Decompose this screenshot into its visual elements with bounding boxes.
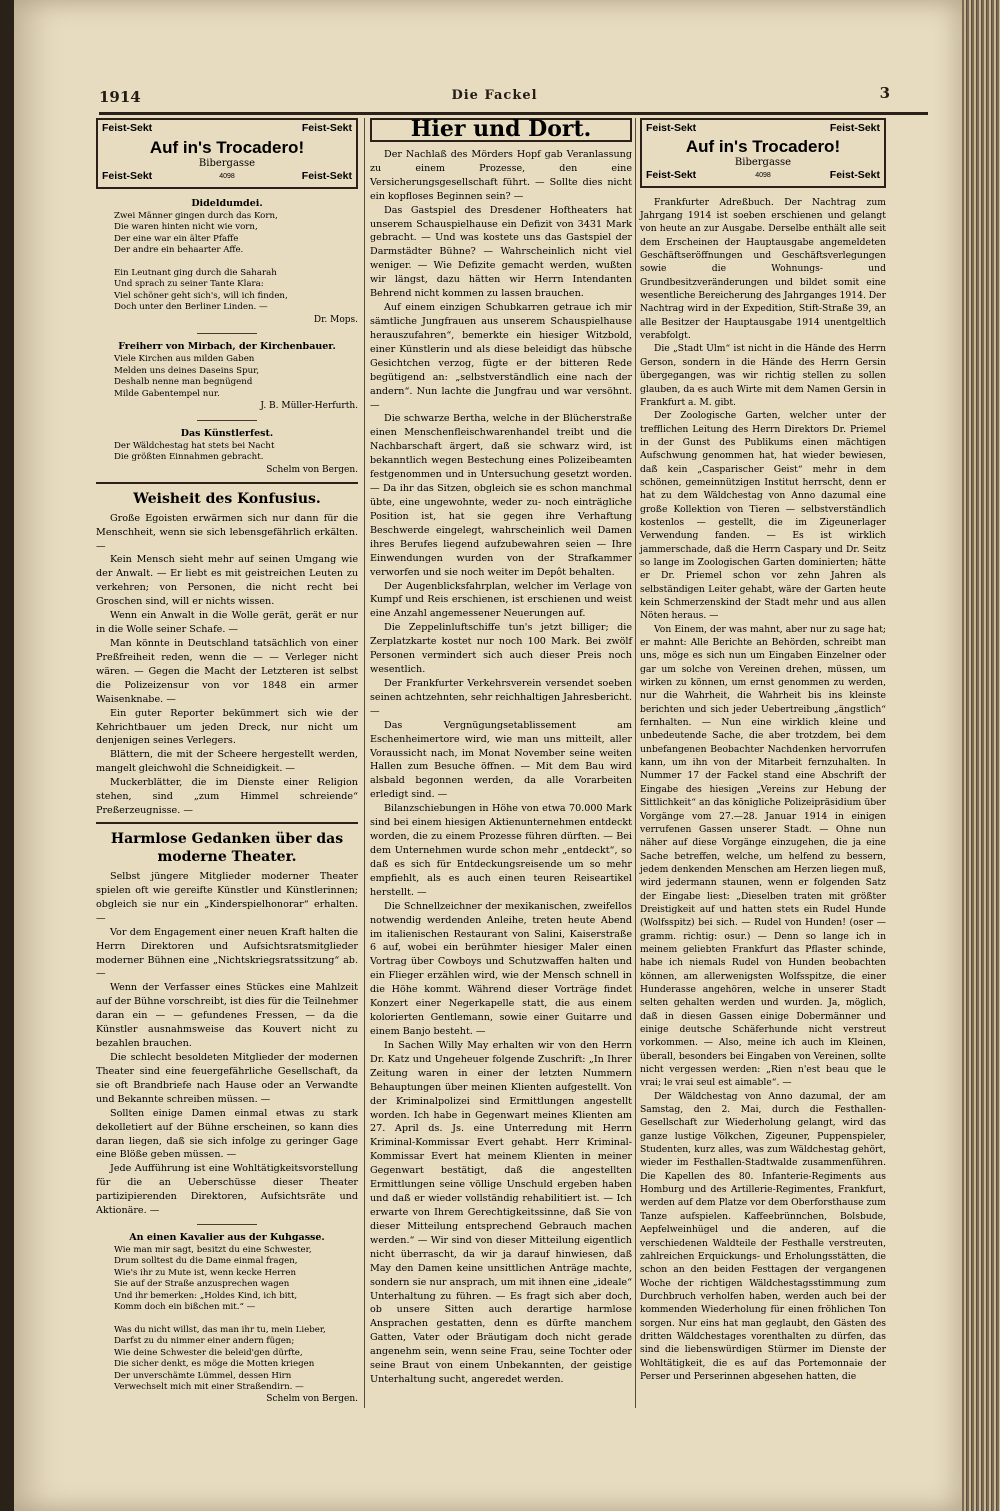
- masthead: Die Fackel: [451, 88, 538, 103]
- poem-line: Viel schöner geht sich's, will ich finden,: [114, 290, 288, 301]
- poem-line: Melden uns deines Daseins Spur,: [114, 365, 260, 376]
- poem-line: Doch unter den Berliner Linden. —: [114, 302, 268, 313]
- poem-line: Der Wäldchestag hat stets bei Nacht: [114, 440, 275, 451]
- paragraph: Wenn ein Anwalt in die Wolle gerät, gerät er nur in die Wolle seiner Schafe. —: [96, 610, 358, 636]
- ad-text: Feist-Sekt: [301, 122, 352, 134]
- poem: [96, 211, 358, 314]
- section-title: Harmlose Gedanken über das moderne Theater.: [110, 830, 344, 865]
- paragraph: Sollten einige Damen einmal etwas zu stark dekolletiert auf der Bühne erscheinen, so kann dies daran liegen, daß sie sich infolge zu geringer Gage eine Blöße geben müssen. —: [96, 1107, 358, 1161]
- poem-line: [114, 1313, 358, 1324]
- paragraph: Große Egoisten erwärmen sich nur dann für die Menschheit, wenn sie sich lebensgefährlich erkälten. —: [96, 512, 358, 552]
- paragraph: Blättern, die mit der Scheere hergestellt werden, mangelt gleichwohl die Schneidigkeit. —: [96, 749, 358, 775]
- poem-title: Freiherr von Mirbach, der Kirchenbauer.: [118, 341, 336, 353]
- poem-line: Der unverschämte Lümmel, dessen Hirn: [114, 1370, 292, 1381]
- column-separator: [364, 118, 365, 1408]
- ad-text: Feist-Sekt: [646, 122, 697, 134]
- poem-line: Der andre ein behaarter Affe.: [114, 245, 244, 256]
- poem-line: Wie deine Schwester die beleid'gen dürfte,: [114, 1347, 303, 1358]
- poem-title: Dideldumdei.: [191, 197, 263, 209]
- paragraph: Muckerblätter, die im Dienste einer Religion stehen, sind „zum Himmel schreiende“ Preßerzeugnisse. —: [96, 777, 358, 817]
- poem-line: Milde Gabentempel nur.: [114, 388, 220, 399]
- paragraph: Der Frankfurter Verkehrsverein versendet soeben seinen achtzehnten, sehr reichhaltigen Jahresbericht. —: [370, 677, 632, 717]
- paragraph: Die schlecht besoldeten Mitglieder der modernen Theater sind eine feuergefährliche Gesellschaft, da sie oft Brandbriefe nach Hause oder an Verwandte und Bekannte schreiben müssen. —: [96, 1051, 358, 1105]
- poem-line: Der eine war ein älter Pfaffe: [114, 233, 239, 244]
- page-number: 3: [879, 84, 890, 102]
- column-separator: [635, 118, 636, 1408]
- paragraph: Der Augenblicksfahrplan, welcher im Verlage von Kumpf und Reis erschienen, ist erschienen und weist eine Anzahl angemessener Neuerungen auf.: [370, 580, 632, 620]
- paragraph: Kein Mensch sieht mehr auf seinen Umgang wie der Anwalt. — Er liebt es mit geistreichen Leuten zu verkehren; von Personen, die nicht recht bei Groschen sind, will er nichts wissen.: [96, 554, 358, 608]
- paragraph: Das Gastspiel des Dresdener Hoftheaters hat unserem Schauspielhause ein Defizit von 3431 Mark gebracht. — Und was kostete uns das Gastspiel der Darmstädter Bühne? — Wahrscheinlich nicht viel weniger. — Wie Defizite gemacht werden, wußten wir längst, dazu hätten wir Herrn Intendanten Behrend nicht kommen zu lassen brauchen.: [370, 204, 632, 300]
- paragraph: Wenn der Verfasser eines Stückes eine Mahlzeit auf der Bühne vorschreibt, ist dies für die Teilnehmer daran ein — — gefundenes Fressen, — da die Künstler ausnahmsweise das Kouvert nicht zu bezahlen brauchen.: [96, 982, 358, 1050]
- paragraph: Bilanzschiebungen in Höhe von etwa 70.000 Mark sind bei einem hiesigen Aktienunternehmen entdeckt worden, die zu einem Prozesse führen dürften. — Bei dem Unternehmen wurde schon mehr „entdeckt“, so daß es sich für Entdeckungsreisende um so mehr empfiehlt, als es auch einen teuren Reiseartikel herstellt. —: [370, 803, 632, 898]
- ad-text: Feist-Sekt: [829, 169, 880, 182]
- section-title: Weisheit des Konfusius.: [133, 490, 321, 507]
- column-3: [640, 118, 886, 1383]
- poem: [96, 441, 358, 464]
- header-rule: [99, 112, 928, 115]
- ad-headline: Auf in's Trocadero!: [149, 137, 305, 157]
- poem-line: Komm doch ein bißchen mit.“ —: [114, 1302, 256, 1313]
- paragraph: Die „Stadt Ulm“ ist nicht in die Hände des Herrn Gerson, sondern in die Hände des Herrn Gersin übergegangen, was wir richtig stellen zu sollen glauben, da es auch Wirte mit dem Namen Gersin in Frankfurt a. M. gibt.: [640, 343, 886, 408]
- ad-text: Feist-Sekt: [102, 169, 153, 182]
- ad-number: 4098: [755, 172, 771, 180]
- divider: [96, 822, 358, 824]
- poem-line: Ein Leutnant ging durch die Saharah: [114, 267, 277, 278]
- paragraph: Der Wäldchestag von Anno dazumal, der am Samstag, den 2. Mai, durch die Festhallen-Gesellschaft zur Wiederholung gelangt, wird das ganze lustige Völkchen, Zigeuner, Puppenspieler, Studenten, kurz alles, was zum Wäldchestag gehört, wieder im Festhallen-Stadtwalde zusammenführen. Die Kapellen des 80. Infanterie-Regiments aus Homburg und des Artillerie-Regimentes, Frankfurt, werden auf dem Platze vor dem Oberforsthause zum Tanze aufspielen. Kaffeebrünnchen, Bolsbude, Aepfelweinhügel und die anderen, auf die verschiedenen Waldteile der Festhalle verstreuten, zahlreichen Erquickungs- und Erholungsstätten, die schon an den beiden Festtagen der vergangenen Woche der richtigen Wäldchestagsstimmung zum Durchbruch verholfen haben, werden auch bei der kommenden Wiederholung für einen fröhlichen Ton sorgen. Nur eins hat man geglaubt, den Gästen des dritten Wäldchestages vorenthalten zu dürfen, das sind die liebenswürdigen Stürmer im Dienste der Wohltätigkeit, die es auf das Portemonnaie der Perser und Perserinnen abgesehen hatten, die: [640, 1090, 886, 1382]
- section-body: [96, 512, 358, 818]
- paragraph: Frankfurter Adreßbuch. Der Nachtrag zum Jahrgang 1914 ist soeben erschienen und gelangt von heute an zur Ausgabe. Derselbe enthält alle seit dem Erscheinen der Hauptausgabe angemeldeten Geschäftseröffnungen und Geschäftsverlegungen sowie die Wohnungs- und Grundbesitzveränderungen und bildet somit eine wesentliche Bereicherung des Jahrganges 1914. Der Nachtrag wird in der Expedition, Stift-Straße 39, an alle Besitzer der Hauptausgabe 1914 unentgeltlich verabfolgt.: [640, 196, 886, 342]
- section-body: [640, 196, 886, 1384]
- paragraph: Das Vergnügungsetablissement am Eschenheimertore wird, wie man uns mitteilt, aller Voraussicht nach, im Monat November seine weiten Hallen zum Besuche öffnen. — Mit dem Bau wird alsbald begonnen werden, da alle Vorarbeiten erledigt sind. —: [370, 719, 632, 801]
- paragraph: Die schwarze Bertha, welche in der Blücherstraße einen Menschenfleischwarenhandel treibt und die Nachbarschaft ärgert, daß sie schwarz wird, ist bekanntlich wegen Bestechung eines Polizeibeamten festgenommen und in Untersuchung gesetzt worden. — Da ihr das Sitzen, obgleich sie es schon manchmal übte, eine ungewohnte, weder zu- noch einträgliche Position ist, hat sie gegen ihre Verhaftung Beschwerde eingelegt, wahrscheinlich weil Damen ihres Berufes liegend aufzubewahren seien — Ihre Einwendungen wurden von der Strafkammer verworfen und sie noch weiter im Depôt behalten.: [370, 413, 632, 578]
- poem-line: Wie man mir sagt, besitzt du eine Schwester,: [114, 1244, 312, 1255]
- book-spine: [0, 0, 14, 1511]
- poem-line: Wie's ihr zu Mute ist, wenn kecke Herren: [114, 1267, 297, 1278]
- poem-line: Die größten Einnahmen gebracht.: [114, 452, 264, 463]
- paragraph: Vor dem Engagement einer neuen Kraft halten die Herrn Direktoren und Aufsichtsratsmitglieder moderner Bühnen eine „Nichtskriegsratssitzung“ ab. —: [96, 926, 358, 980]
- poem-line: Sie auf der Straße anzusprechen wagen: [114, 1279, 290, 1290]
- poem-line: Drum solltest du die Dame einmal fragen,: [114, 1256, 298, 1267]
- paragraph: Ein guter Reporter bekümmert sich wie der Kehrichtbauer um jeden Dreck, nur nicht um denjenigen seines Verlegers.: [96, 707, 358, 747]
- ad-text: Feist-Sekt: [102, 122, 153, 134]
- paragraph: Die Schnellzeichner der mexikanischen, zweifellos notwendig werdenden Anleihe, treten heute Abend im italienischen Restaurant von Salini, Kaiserstraße 6 auf, wobei ein berühmter hiesiger Maler einen Vortrag über Cowboys und Schutzwaffen halten und ein Flieger erzählen wird, wie der Mensch schnell in die Höhe kommt. Während dieser Vorträge findet Konzert einer Negerkapelle statt, die aus einem kolorierten Gentlemann, sowie einer Guitarre und einem Banjo besteht. —: [370, 900, 632, 1037]
- section-title: Hier und Dort.: [370, 118, 632, 142]
- paragraph: Selbst jüngere Mitglieder moderner Theater spielen oft wie gereifte Künstler und Künstlerinnen; obgleich sie nur ein „Kinderspielhonorar“ erhalten. —: [96, 870, 358, 924]
- ad-sub: Bibergasse: [198, 157, 256, 169]
- poem-line: Und sprach zu seiner Tante Klara:: [114, 279, 264, 290]
- paragraph: Von Einem, der was mahnt, aber nur zu sage hat; er mahnt: Alle Berichte an Behörden, schreibt man uns, möge es sich nun um Eingaben Einzelner oder gar um solche von Vereinen drehen, müssen, um wirken zu können, um ernst genommen zu werden, nur die Wahrheit, die Wahrheit bis ins kleinste berichten und sich jeder Uebertreibung „ängstlich“ fernhalten. — Nun eine wirklich kleine und unbedeutende Sache, die aber trotzdem, bei dem unbefangenen Beobachter Nachdenken hervorrufen kann, um ihn von der Mitarbeit fernzuhalten. In Nummer 17 der Fackel stand eine Abschrift der Eingabe des hiesigen „Vereins zur Hebung der Sittlichkeit“ an das königliche Polizeipräsidium über Vorgänge vom 27.—28. Januar 1914 in einigen verrufenen Gassen unserer Stadt. — Ohne nun näher auf diese Vorgänge einzugehen, die ja eine Sache betreffen, welche, um helfend zu bessern, jedem denkenden Menschen am Herzen liegen muß, wird jedermann staunen, wenn er folgenden Satz der Eingabe liest: „Dieselben traten mit größter Dreistigkeit auf und hatten stets ein Rudel Hunde (Wolfsspitz) bei sich. — Rudel von Hunden! (oser — gramm. richtig: osur.) — Denn so lange ich in meinem geliebten Frankfurt das Pflaster schinde, habe ich niemals Rudel von Hunden beobachten können, am allerwenigsten Wolfsspitze, die einer Hunderasse angehören, welche in unserer Stadt selten gehalten werden und wurden. Ja, möglich, daß in diesen Gassen einige Dobermänner und einige deutsche Schäferhunde nicht verstreut vorkommen. — Also, meine ich auch im Kleinen, überall, besonders bei Eingaben von Vereinen, sollte nicht vergessen werden: „Rien n'est beau que le vrai; le vrai seul est aimable“. —: [640, 623, 886, 1089]
- section-body: [96, 870, 358, 1218]
- paragraph: Jede Aufführung ist eine Wohltätigkeitsvorstellung für die an Ueberschüsse dieser Theater partizipierenden Direktoren, Aufsichtsräte und Aktionäre. —: [96, 1163, 358, 1217]
- poem-title: An einen Kavalier aus der Kuhgasse.: [129, 1232, 325, 1244]
- signature: Dr. Mops.: [313, 314, 358, 325]
- poem-line: Darfst zu du nimmer einer andern fügen;: [114, 1336, 295, 1347]
- ad-text: Feist-Sekt: [829, 122, 880, 134]
- paragraph: In Sachen Willy May erhalten wir von den Herrn Dr. Katz und Ungeheuer folgende Zuschrift: „In Ihrer Zeitung waren in einer der letzten Nummern Behauptungen über meinen Klienten aufgestellt. Von der Kriminalpolizei sind Ermittlungen angestellt worden. Ich habe in Gegenwart meines Klienten am 27. April ds. Js. eine Unterredung mit Herrn Kriminal-Kommissar Evert gehabt. Herr Kriminal-Kommissar Evert hat meinem Klienten in meiner Gegenwart bestätigt, daß die angestellten Ermittlungen seine völlige Unschuld ergeben haben und daß er wieder vollständig rehabilitiert ist. — Ich erwarte von Ihrem Gerechtigkeitssinne, daß Sie von dieser Mitteilung entsprechend Gebrauch machen werden.“ — Wir sind von dieser Mitteilung eigentlich nicht überrascht, da wir ja darauf hinwiesen, daß May den Damen keine unsittlichen Anträge machte, sondern sie nur ansprach, um mit ihnen eine „ideale“ Unterhaltung zu führen. — Es fragt sich aber doch, ob unsere Sitten auch derartige harmlose Ansprachen gestatten, denn es dürfte manchem Gatten, Vater oder Bräutigam doch nicht gerade angenehm sein, wenn seine Frau, seine Tochter oder seine Braut von einem Unbekannten, der geistige Unterhaltung sucht, angeredet werden.: [370, 1039, 632, 1386]
- column-1: [96, 118, 358, 1407]
- ad-left: [96, 118, 358, 189]
- page-header: [99, 84, 890, 112]
- divider: [197, 420, 257, 421]
- poem: [96, 1245, 358, 1393]
- poem-line: Die sicher denkt, es möge die Motten kriegen: [114, 1359, 315, 1370]
- paragraph: Der Nachlaß des Mörders Hopf gab Veranlassung zu einem Prozesse, den eine Versicherungsgesellschaft führt. — Sollte dies nicht ein kopfloses Beginnen sein? —: [370, 148, 632, 202]
- ad-headline: Auf in's Trocadero!: [685, 137, 841, 157]
- signature: Schelm von Bergen.: [266, 464, 358, 475]
- poem-line: Zwei Männer gingen durch das Korn,: [114, 210, 278, 221]
- page-edges: [962, 0, 1000, 1511]
- poem-line: Die waren hinten nicht wie vorn,: [114, 222, 258, 233]
- column-2: [370, 118, 632, 1387]
- paragraph: Man könnte in Deutschland tatsächlich von einer Preßfreiheit reden, wenn die — — Verleger nicht wären. — Gegen die Macht der Letzteren ist selbst die Polizeizensur von vor 1848 ein armer Waisenknabe. —: [96, 638, 358, 705]
- poem-line: Verwechselt mich mit einer Straßendirn. —: [114, 1382, 304, 1393]
- poem-line: Was du nicht willst, das man ihr tu, mein Lieber,: [114, 1324, 326, 1335]
- year: 1914: [99, 88, 141, 106]
- poem-line: Und ihr bemerken: „Holdes Kind, ich bitt,: [114, 1290, 298, 1301]
- paragraph: Die Zeppelinluftschiffe tun's jetzt billiger; die Zerplatzkarte kostet nur noch 100 Mark. Bei zwölf Personen vermindert sich auch dieser Preis noch wesentlich.: [370, 622, 632, 676]
- divider: [96, 482, 358, 484]
- poem-line: [114, 256, 358, 267]
- poem-title: Das Künstlerfest.: [180, 428, 274, 440]
- signature: Schelm von Bergen.: [266, 1394, 358, 1405]
- ad-right: [640, 118, 886, 188]
- ad-text: Feist-Sekt: [646, 169, 697, 182]
- ad-text: Feist-Sekt: [301, 169, 352, 182]
- divider: [197, 333, 257, 334]
- paragraph: Der Zoologische Garten, welcher unter der trefflichen Leitung des Herrn Direktors Dr. Priemel in der Gunst des Publikums einen mächtigen Aufschwung genommen hat, hat wieder bewiesen, daß kein „Casparischer Geist“ mehr in dem schönen, gemeinnützigen Institut herrscht, denn er hat zu dem Wäldchestag von Anno dazumal eine große Kollektion von Tieren — selbstverständlich kostenlos — gestellt, die im Zigeunerlager Verwendung fanden. — Es ist wirklich jammerschade, daß die Herrn Caspary und Dr. Seitz so lange im Zoologischen Garten dominierten; hätte er Dr. Priemel schon vor zehn Jahren als selbständigen Leiter gehabt, wäre der Garten heute kein Schmerzenskind der Stadt mehr und aus allen Nöten heraus. —: [640, 410, 886, 622]
- ad-number: 4098: [219, 172, 235, 180]
- paragraph: Auf einem einzigen Schubkarren getraue ich mir sämtliche Jungfrauen aus unserem Schauspielhause herauszufahren“, bemerkte ein hiesiger Witzbold, einer Künstlerin und als diese beleidigt das hübsche Gesichtchen verzog, fügte er der bitteren Rede begütigend an: „selbstverständlich eine nach der andern“. Nun lachte die Jungfrau und war versöhnt. —: [370, 302, 632, 411]
- poem-line: Deshalb nenne man begnügend: [114, 377, 253, 388]
- poem-line: Viele Kirchen aus milden Gaben: [114, 354, 255, 365]
- signature: J. B. Müller-Herfurth.: [260, 401, 358, 412]
- ad-sub: Bibergasse: [734, 157, 792, 169]
- section-body: [370, 148, 632, 1387]
- poem: [96, 354, 358, 400]
- divider: [197, 1224, 257, 1225]
